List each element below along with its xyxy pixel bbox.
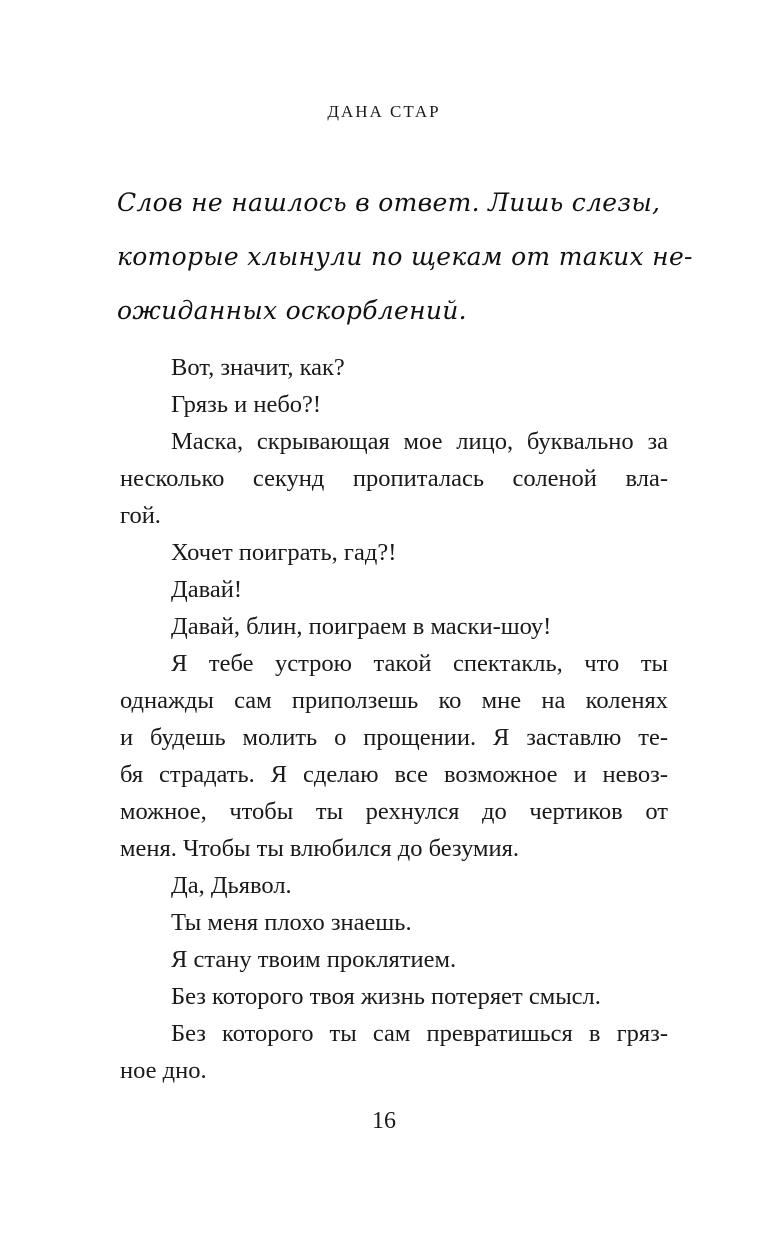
text-line: Маска, скрывающая мое лицо, буквально за (171, 428, 668, 455)
paragraph (120, 904, 668, 941)
paragraph (120, 608, 668, 645)
text-line: Без которого твоя жизнь потеряет смысл. (171, 983, 601, 1010)
text-line: гой. (120, 502, 161, 529)
text-line: Вот, значит, как? (171, 354, 345, 381)
text-line: можное, чтобы ты рехнулся до чертиков от (120, 798, 668, 825)
paragraph (120, 867, 668, 904)
text-line: Ты меня плохо знаешь. (171, 909, 412, 936)
text-line: Давай! (171, 576, 242, 603)
text-line: Хочет поиграть, гад?! (171, 539, 397, 566)
text-line: Я стану твоим проклятием. (171, 946, 457, 973)
text-line: однажды сам приползешь ко мне на коленях (120, 687, 668, 714)
quote-line: Слов не нашлось в ответ. Лишь слезы, (117, 188, 661, 217)
text-line: Да, Дьявол. (171, 872, 292, 899)
paragraph (120, 571, 668, 608)
text-line: Без которого ты сам превратишься в гряз- (171, 1020, 668, 1047)
handwritten-quote (117, 176, 693, 338)
paragraph (120, 534, 668, 571)
body-text (120, 349, 668, 1089)
quote-line: ожиданных оскорблений. (117, 296, 467, 325)
paragraph (120, 349, 668, 386)
quote-line: которые хлынули по щекам от таких не- (117, 242, 693, 271)
paragraph (120, 386, 668, 423)
text-line: Грязь и небо?! (171, 391, 322, 418)
paragraph (120, 423, 668, 534)
text-line: бя страдать. Я сделаю все возможное и невоз- (120, 761, 668, 788)
text-line: и будешь молить о прощении. Я заставлю те- (120, 724, 668, 751)
text-line: несколько секунд пропиталась соленой вла- (120, 465, 668, 492)
page-number: 16 (372, 1108, 396, 1134)
paragraph (120, 1015, 668, 1089)
paragraph (120, 645, 668, 867)
paragraph (120, 941, 668, 978)
text-line: Давай, блин, поиграем в маски-шоу! (171, 613, 552, 640)
running-head: ДАНА СТАР (327, 102, 441, 121)
paragraph (120, 978, 668, 1015)
text-line: ное дно. (120, 1057, 207, 1084)
text-line: Я тебе устрою такой спектакль, что ты (171, 650, 668, 677)
text-line: меня. Чтобы ты влюбился до безумия. (120, 835, 520, 862)
